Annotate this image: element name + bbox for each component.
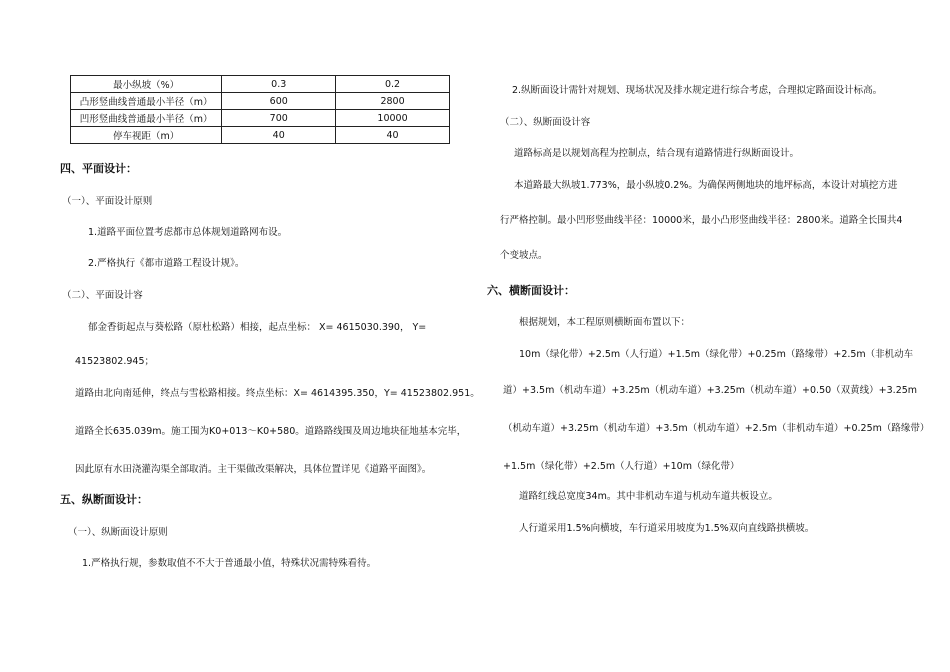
red-line-width-paragraph: 道路红线总宽度34m。其中非机动车道与机动车道共板设立。 xyxy=(519,491,778,502)
section-4-paragraph-1: 1.道路平面位置考虑都市总体规划道路网布设。 xyxy=(88,227,288,238)
section-4-heading: 四、平面设计： xyxy=(60,162,137,175)
length-paragraph-line-2: 因此原有水田浇灌沟渠全部取消。主干渠做改渠解决，具体位置详见《道路平面图》。 xyxy=(75,464,432,475)
section-4-paragraph-2: 2.严格执行《都市道路工程设计规》。 xyxy=(88,258,245,269)
parameter-name-cell: 停车视距（m） xyxy=(71,127,222,144)
parameter-value-cell: 0.3 xyxy=(222,76,336,93)
length-paragraph-line-1: 道路全长635.039m。施工围为K0+013～K0+580。道路路线围及周边地块征地基本完毕， xyxy=(75,426,467,437)
start-point-line-1: 郁金香街起点与葵松路（原杜松路）相接，起点坐标： X= 4615030.390， Y= xyxy=(88,322,427,333)
cross-section-layout-line-4: +1.5m（绿化带）+2.5m（人行道）+10m（绿化带） xyxy=(503,461,740,472)
parameter-name-cell: 最小纵坡（%） xyxy=(71,76,222,93)
cross-section-layout-line-2: 道）+3.5m（机动车道）+3.25m（机动车道）+3.25m（机动车道）+0.50（双黄线）+3.25m xyxy=(503,385,918,396)
parameter-value-cell: 600 xyxy=(222,93,336,110)
table-row xyxy=(71,76,450,93)
section-5-subheading-1: （一）、纵断面设计原则 xyxy=(68,527,168,538)
parameter-value-cell: 2800 xyxy=(336,93,450,110)
section-4-subheading-2: （二）、平面设计容 xyxy=(62,290,143,301)
grade-paragraph-line-2: 行严格控制。最小凹形竖曲线半径：10000米，最小凸形竖曲线半径：2800米。道路全长围共4 xyxy=(500,215,903,226)
section-5-heading: 五、纵断面设计： xyxy=(60,493,148,506)
section-5-paragraph-1: 1.严格执行规，参数取值不不大于普通最小值，特殊状况需特殊看待。 xyxy=(82,558,377,569)
parameter-value-cell: 40 xyxy=(336,127,450,144)
table-row xyxy=(71,110,450,127)
start-point-line-2: 41523802.945； xyxy=(75,356,155,367)
parameter-name-cell: 凸形竖曲线普通最小半径（m） xyxy=(71,93,222,110)
table-row xyxy=(71,127,450,144)
section-4-subheading-1: （一）、平面设计原则 xyxy=(62,196,153,207)
profile-content-subheading: （二）、纵断面设计容 xyxy=(500,117,591,128)
cross-section-intro: 根据规划，本工程原则横断面布置以下： xyxy=(519,317,691,328)
parameter-value-cell: 10000 xyxy=(336,110,450,127)
cross-section-layout-line-3: （机动车道）+3.25m（机动车道）+3.5m（机动车道）+2.5m（非机动车道）+0.25m（路缘带） xyxy=(503,423,930,434)
section-6-heading: 六、横断面设计： xyxy=(487,284,575,297)
end-point-paragraph: 道路由北向南延伸，终点与雪松路相接。终点坐标：X= 4614395.350，Y= 41523802.951。 xyxy=(75,388,480,399)
grade-paragraph-line-3: 个变坡点。 xyxy=(500,250,548,261)
parameter-value-cell: 0.2 xyxy=(336,76,450,93)
table-row xyxy=(71,93,450,110)
profile-principle-2: 2.纵断面设计需针对规划、现场状况及排水规定进行综合考虑，合理拟定路面设计标高。 xyxy=(512,85,883,96)
parameter-name-cell: 凹形竖曲线普通最小半径（m） xyxy=(71,110,222,127)
design-parameters-table xyxy=(70,75,450,144)
cross-slope-paragraph: 人行道采用1.5%向横坡，车行道采用坡度为1.5%双向直线路拱横坡。 xyxy=(519,523,815,534)
grade-paragraph-line-1: 本道路最大纵坡1.773%，最小纵坡0.2%。为确保两侧地块的地坪标高，本设计对填挖方进 xyxy=(514,180,898,191)
parameter-value-cell: 700 xyxy=(222,110,336,127)
cross-section-layout-line-1: 10m（绿化带）+2.5m（人行道）+1.5m（绿化带）+0.25m（路缘带）+2.5m（非机动车 xyxy=(519,349,914,360)
parameter-value-cell: 40 xyxy=(222,127,336,144)
profile-content-paragraph-1: 道路标高是以规划高程为控制点，结合现有道路情进行纵断面设计。 xyxy=(514,148,800,159)
